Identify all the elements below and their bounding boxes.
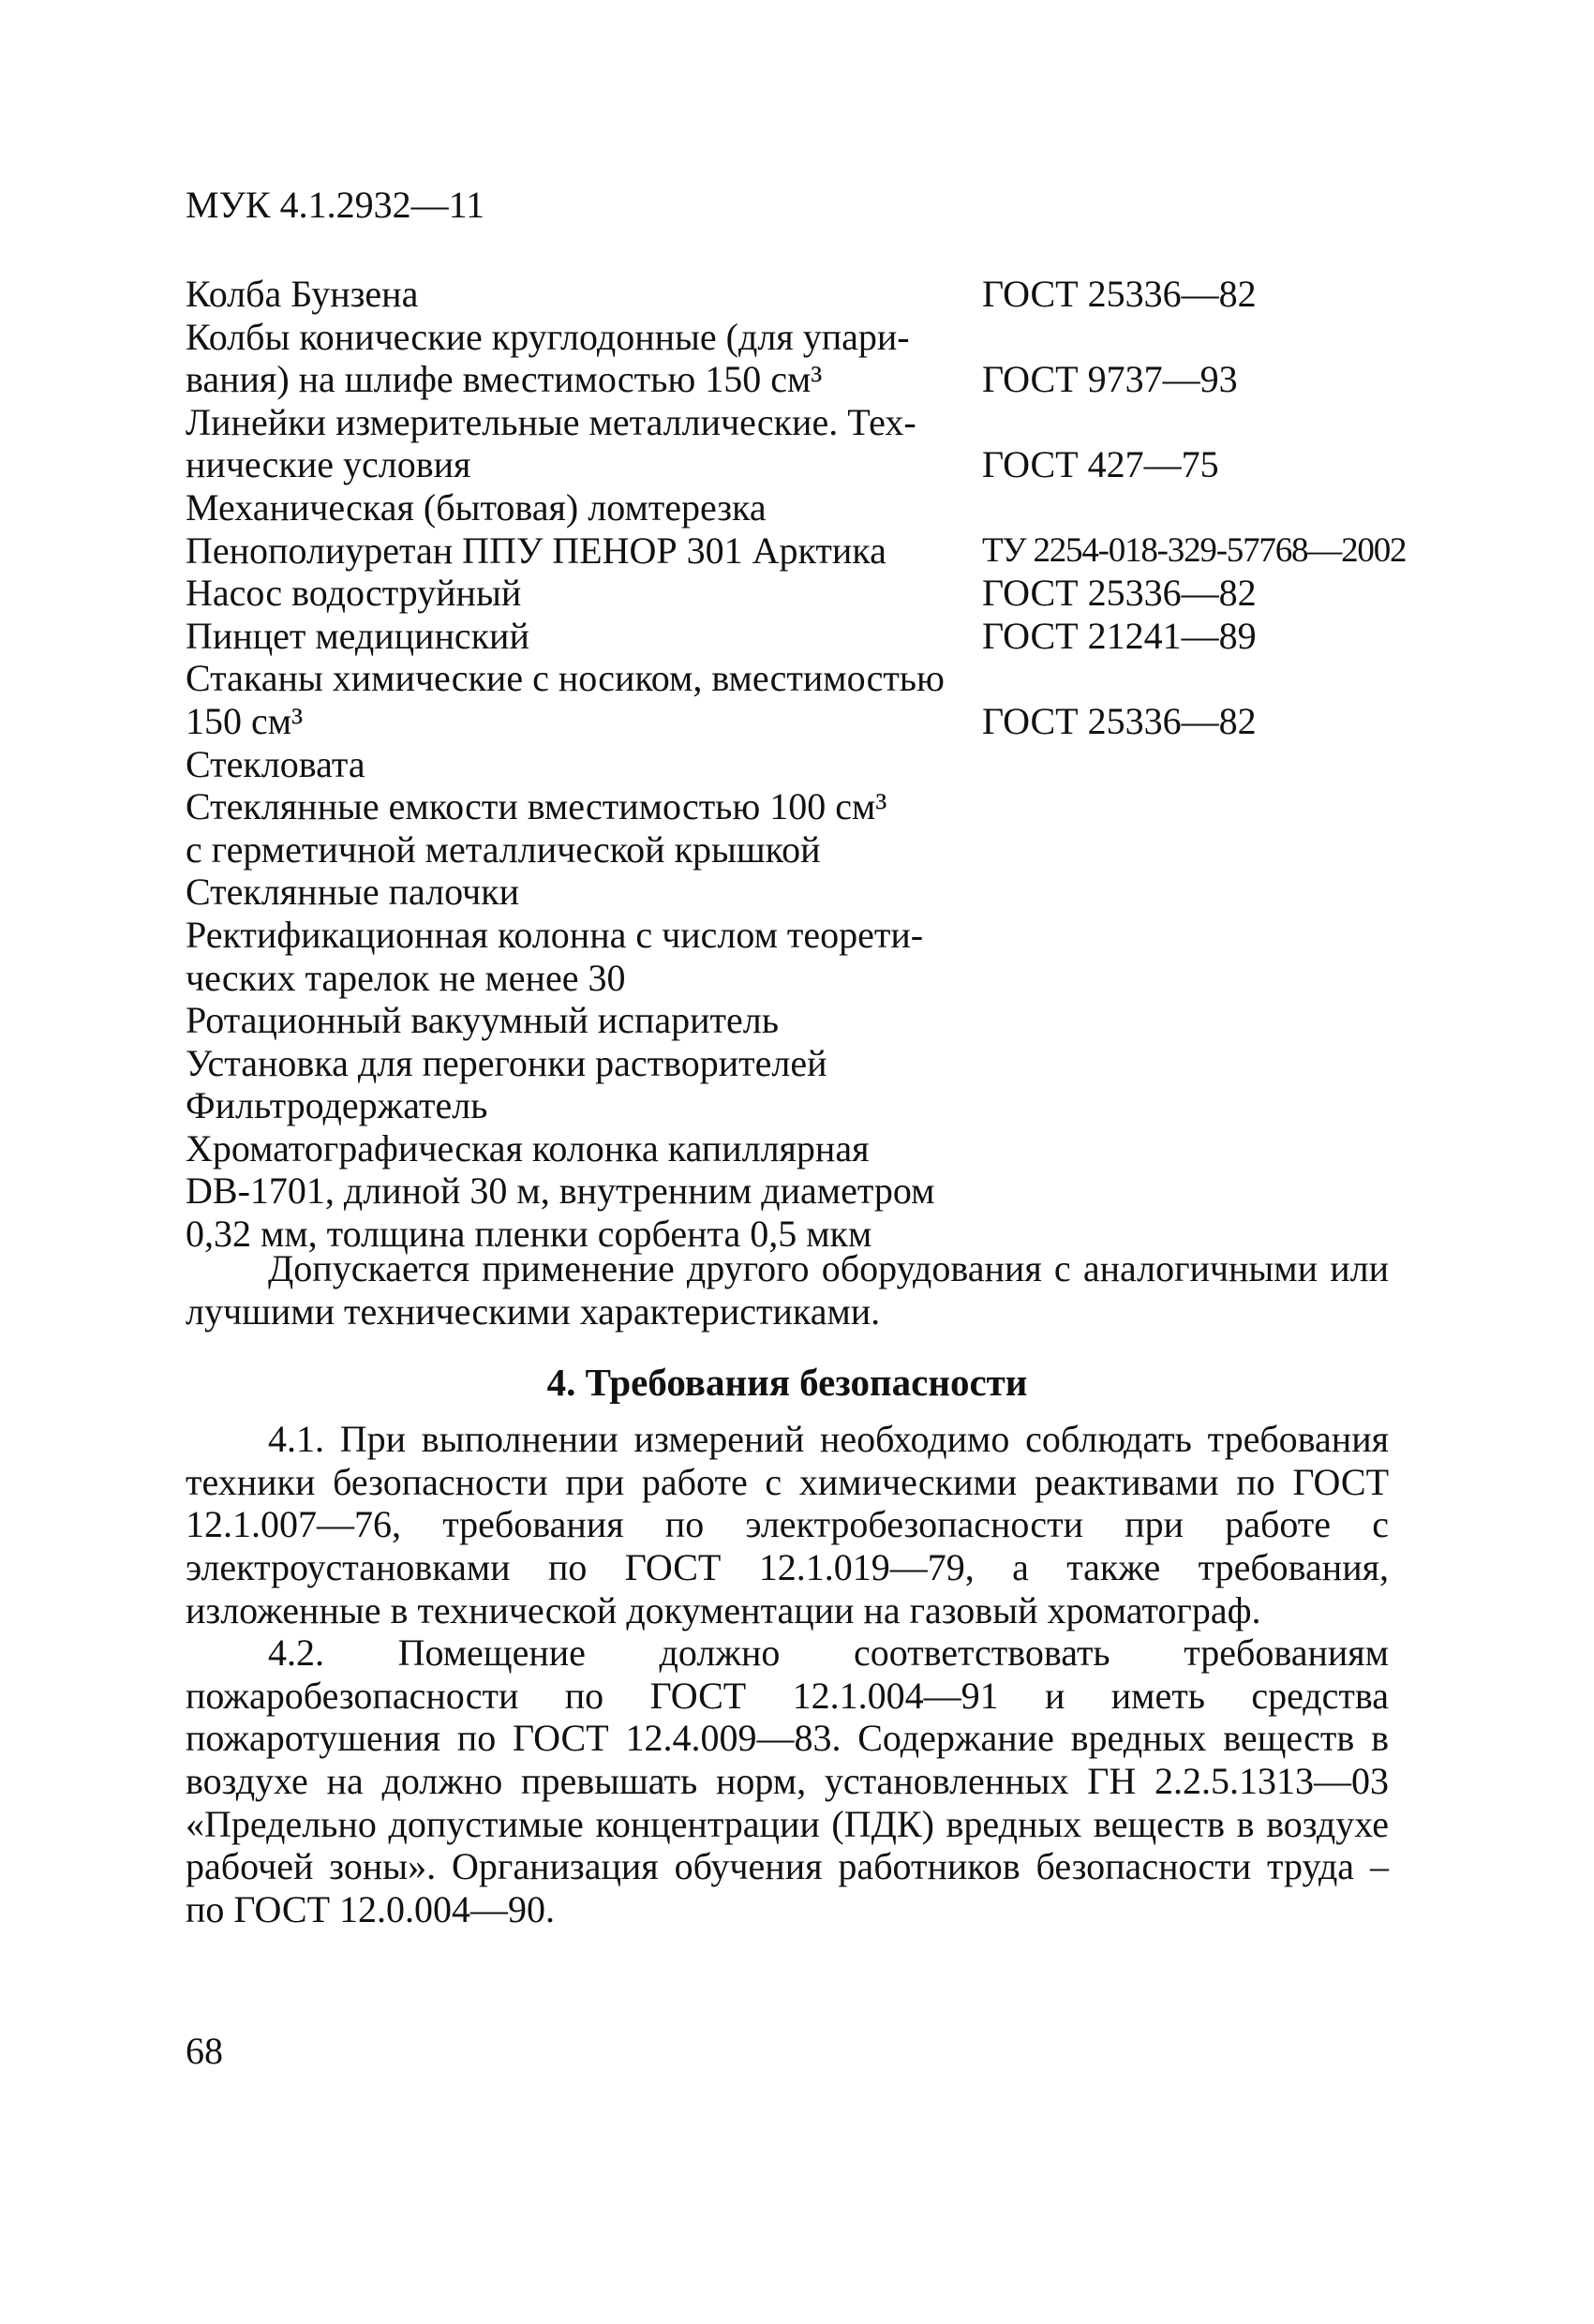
equipment-name-line: Пинцет медицинский xyxy=(186,614,529,657)
equipment-name-line: Стеклянные емкости вместимостью 100 см³ xyxy=(186,785,887,828)
equipment-item xyxy=(186,914,1479,999)
equipment-name-line: Установка для перегонки растворителей xyxy=(186,1041,827,1084)
equipment-name-line: Линейки измерительные металлические. Тех- xyxy=(186,400,916,443)
equipment-standard: ГОСТ 25336—82 xyxy=(982,572,1257,615)
equipment-item xyxy=(186,1084,1479,1127)
equipment-item xyxy=(186,401,1479,486)
equipment-item xyxy=(186,785,1479,871)
equipment-name-line: Стеклянные палочки xyxy=(186,871,520,914)
equipment-name-line: Колбы конические круглодонные (для упари- xyxy=(186,315,910,358)
section-heading: 4. Требования безопасности xyxy=(546,1361,1028,1405)
equipment-name-line: Пенополиуретан ППУ ПЕНОР 301 Арктика xyxy=(186,529,886,572)
equipment-name-line: Фильтродержатель xyxy=(186,1084,488,1127)
equipment-item xyxy=(186,1042,1479,1085)
equipment-standard: ГОСТ 25336—82 xyxy=(982,699,1257,742)
equipment-list xyxy=(186,273,1479,1256)
equipment-item xyxy=(186,486,1479,529)
paragraph: 4.2. Помещение должно соответствовать требованиям пожаробезопасности по ГОСТ 12.1.004—91 и иметь средства пожаротушения по ГОСТ 12.4.009—83. Содержание вредных веществ в воздухе на должно превышать норм, установленных ГН 2.2.5.1313—03 «Предельно допустимые концентрации (ПДК) вредных веществ в воздухе рабочей зоны». Организация обучения работников безопасности труда – по ГОСТ 12.0.004—90. xyxy=(186,1631,1389,1930)
running-header: МУК 4.1.2932—11 xyxy=(186,184,485,226)
equipment-name-line: DB-1701, длиной 30 м, внутренним диаметром xyxy=(186,1169,935,1213)
equipment-name-line: Механическая (бытовая) ломтерезка xyxy=(186,485,767,529)
equipment-name-line: Ректификационная колонна с числом теорети- xyxy=(186,913,924,956)
equipment-name-line: Колба Бунзена xyxy=(186,273,419,315)
equipment-item xyxy=(186,657,1479,742)
equipment-note: Допускается применение другого оборудования с аналогичными или лучшими техническими характеристиками. xyxy=(186,1247,1389,1333)
equipment-item xyxy=(186,572,1479,615)
equipment-name-line: Стекловата xyxy=(186,742,365,785)
equipment-item xyxy=(186,529,1479,573)
paragraph: 4.1. При выполнении измерений необходимо соблюдать требования техники безопасности при работе с химическими реактивами по ГОСТ 12.1.007—76, требования по электробезопасности при работе с электроустановками по ГОСТ 12.1.019—79, а также требования, изложенные в технической документации на газовый хроматограф. xyxy=(186,1418,1389,1631)
equipment-standard: ГОСТ 427—75 xyxy=(982,443,1219,486)
equipment-name-line: вания) на шлифе вместимостью 150 см³ xyxy=(186,358,823,401)
equipment-standard: ТУ 2254-018-329-57768—2002 xyxy=(982,530,1407,570)
equipment-name-line: нические условия xyxy=(186,443,471,486)
equipment-item xyxy=(186,615,1479,658)
equipment-name-line: 150 см³ xyxy=(186,699,304,742)
equipment-item xyxy=(186,871,1479,914)
document-body xyxy=(186,1247,1389,1930)
equipment-standard: ГОСТ 25336—82 xyxy=(982,273,1257,315)
equipment-name-line: ческих тарелок не менее 30 xyxy=(186,956,626,999)
equipment-name-line: Ротационный вакуумный испаритель xyxy=(186,999,779,1042)
equipment-name-line: Насос водоструйный xyxy=(186,572,522,615)
page-number: 68 xyxy=(186,2030,223,2072)
equipment-name-line: 0,32 мм, толщина пленки сорбента 0,5 мкм xyxy=(186,1213,872,1256)
equipment-standard: ГОСТ 21241—89 xyxy=(982,614,1257,657)
equipment-item xyxy=(186,316,1479,401)
equipment-item xyxy=(186,273,1479,316)
equipment-item xyxy=(186,1127,1479,1256)
equipment-name-line: Стаканы химические с носиком, вместимостью xyxy=(186,657,945,700)
equipment-name-line: Хроматографическая колонка капиллярная xyxy=(186,1126,870,1169)
equipment-item xyxy=(186,743,1479,786)
equipment-standard: ГОСТ 9737—93 xyxy=(982,358,1238,401)
equipment-name-line: с герметичной металлической крышкой xyxy=(186,827,821,871)
equipment-item xyxy=(186,999,1479,1042)
